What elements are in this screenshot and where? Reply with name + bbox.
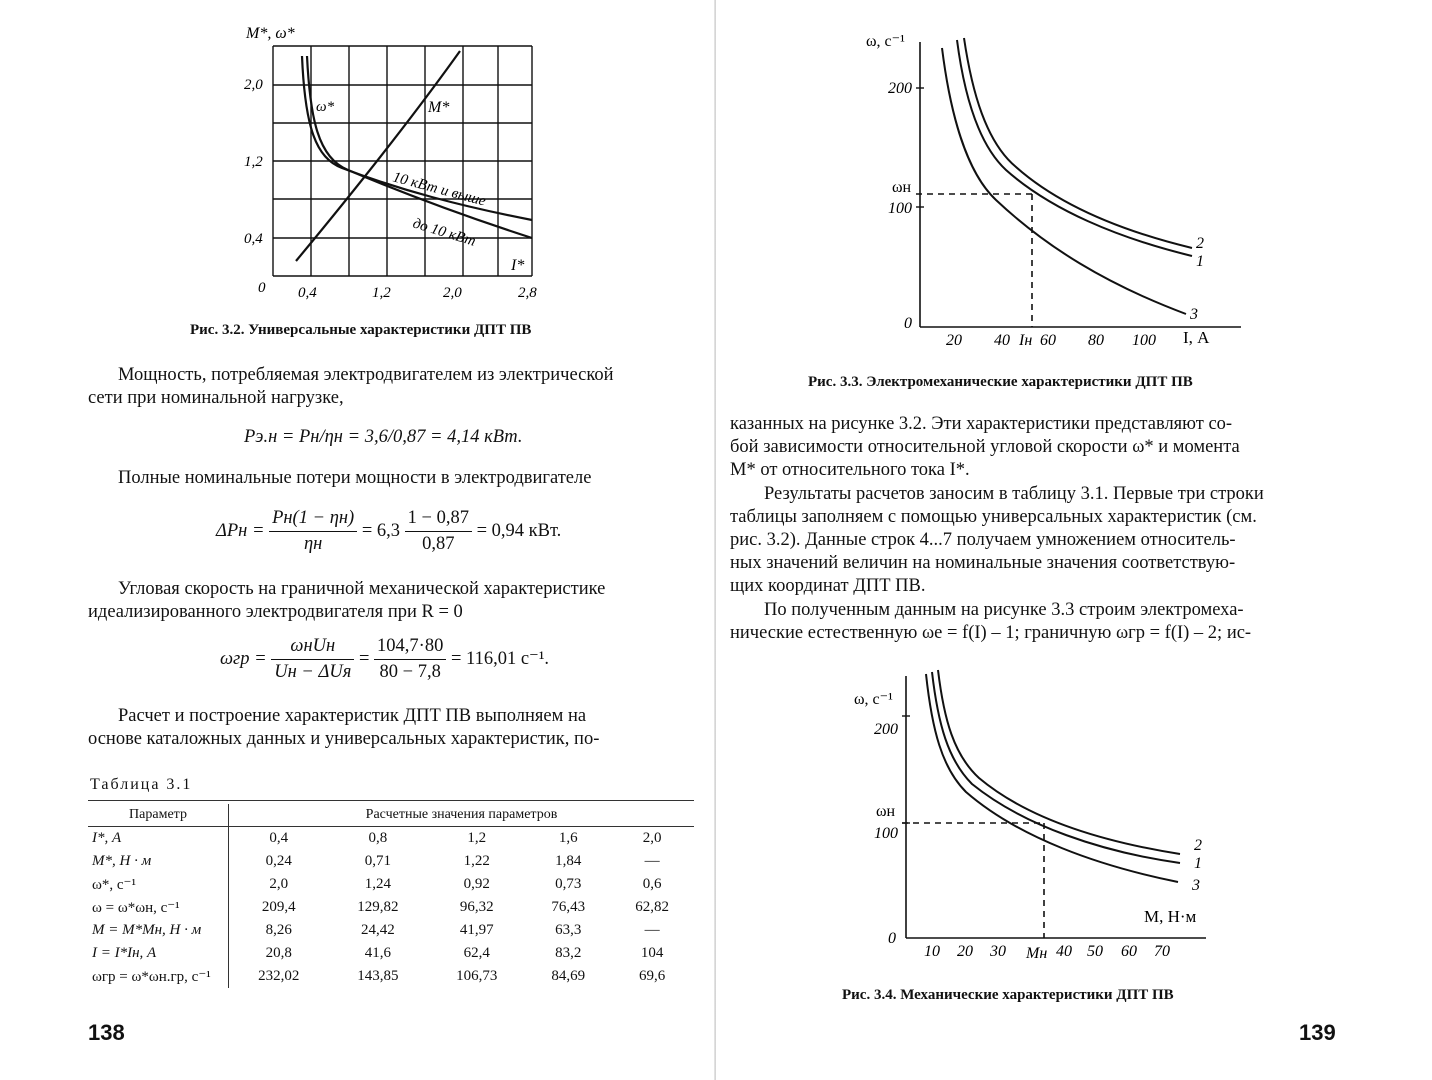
- para3-line1: Угловая скорость на граничной механической характеристике: [118, 579, 606, 599]
- fig34-xtick-50: 50: [1087, 943, 1103, 960]
- para1-line1: Мощность, потребляемая электродвигателем из электрической: [118, 365, 614, 385]
- table-row: [88, 965, 694, 988]
- fig33-xtick-40: 40: [994, 332, 1010, 349]
- fig32-omega-label: ω*: [316, 99, 335, 115]
- table-cell: 0,6: [642, 876, 662, 892]
- fig32-xtick-0-4: 0,4: [298, 285, 317, 301]
- fig32-ylabel: M*, ω*: [246, 25, 295, 42]
- fig33-curve-label-3: 3: [1190, 306, 1198, 323]
- eq3-mid: =: [358, 648, 370, 669]
- para4-line1: Расчет и построение характеристик ДПТ ПВ выполняем на: [118, 706, 587, 726]
- text-line-8: щих координат ДПТ ПВ.: [730, 576, 926, 596]
- table-header-values: Расчетные значения параметров: [229, 804, 695, 827]
- table-cell: 8,26: [265, 922, 292, 938]
- fig32-xlabel: I*: [511, 257, 525, 274]
- para2: Полные номинальные потери мощности в электродвигателе: [118, 468, 592, 488]
- table-cell: 24,42: [361, 922, 395, 938]
- fig34-curve-label-3: 3: [1192, 877, 1200, 894]
- para4-line2: основе каталожных данных и универсальных характеристик, по-: [88, 729, 600, 749]
- eq2-frac1: [269, 508, 357, 555]
- eq3-den1: Uн − ΔUя: [274, 662, 352, 682]
- eq2-lhs: ΔPн =: [216, 520, 265, 541]
- fig33-curve-label-1: 1: [1196, 253, 1204, 270]
- fig32-ytick-2-0: 2,0: [244, 77, 263, 93]
- figure-3-3: [846, 22, 1246, 357]
- table-cell: 84,69: [551, 968, 586, 984]
- table-cell: 83,2: [555, 945, 582, 961]
- equation-2: [216, 508, 561, 555]
- right-page: [716, 0, 1432, 1080]
- table-cell: 0,71: [364, 853, 391, 869]
- fig34-xtick-30: 30: [990, 943, 1006, 960]
- para1-line2: сети при номинальной нагрузке,: [88, 388, 344, 408]
- table-3-1: [88, 804, 694, 988]
- para3-line2: идеализированного электродвигателя при R = 0: [88, 602, 463, 622]
- table-cell: 106,73: [456, 968, 498, 984]
- text-line-7: ных значений величин на номинальные значения соответствую-: [730, 553, 1236, 573]
- text-line-6: рис. 3.2). Данные строк 4...7 получаем умножением относитель-: [730, 530, 1236, 550]
- fig32-xtick-2-0: 2,0: [443, 285, 462, 301]
- fig34-ytick-0: 0: [888, 930, 896, 947]
- fig34-xtick-20: 20: [957, 943, 973, 960]
- table-cell: —: [644, 853, 660, 869]
- fig34-curve-3: [926, 674, 1178, 882]
- table-header-param: Параметр: [88, 804, 229, 827]
- table-cell: 0,24: [265, 853, 292, 869]
- table-top-rule: [88, 800, 694, 801]
- fig33-ytick-200: 200: [888, 80, 912, 97]
- fig32-annotation-above: 10 кВт и выше: [390, 169, 488, 210]
- fig33-omega-n: ωн: [892, 179, 912, 196]
- table-cell: 232,02: [258, 968, 300, 984]
- eq2-den1: ηн: [303, 534, 323, 554]
- table-cell: 1,2: [467, 830, 487, 846]
- eq3-rhs: = 116,01 с⁻¹.: [450, 648, 549, 669]
- fig33-curve-label-2: 2: [1196, 235, 1204, 252]
- fig33-xtick-100: 100: [1132, 332, 1156, 349]
- table-cell: 63,3: [555, 922, 582, 938]
- fig33-ytick-100: 100: [888, 200, 912, 217]
- text-line-10: нические естественную ωе = f(I) – 1; граничную ωгр = f(I) – 2; ис-: [730, 623, 1252, 643]
- table-cell: 62,4: [463, 945, 490, 961]
- fig33-xtick-80: 80: [1088, 332, 1104, 349]
- table-cell: 62,82: [635, 899, 669, 915]
- table-cell: 104: [640, 945, 664, 961]
- table-cell: 1,84: [555, 853, 582, 869]
- table-cell: 2,0: [269, 876, 289, 892]
- fig32-moment-label: M*: [428, 99, 450, 116]
- table-cell: —: [644, 922, 660, 938]
- eq3-frac1: [271, 636, 354, 683]
- table-cell: 20,8: [265, 945, 292, 961]
- table-cell-param: ωгр = ω*ωн.гр, с⁻¹: [88, 965, 229, 988]
- eq2-num2: 1 − 0,87: [405, 508, 472, 532]
- fig34-curve-label-2: 2: [1194, 837, 1202, 854]
- fig34-m-n: Mн: [1026, 945, 1048, 962]
- fig34-curve-2: [938, 670, 1180, 854]
- text-line-2: бой зависимости относительной угловой скорости ω* и момента: [730, 437, 1240, 457]
- text-line-4: Результаты расчетов заносим в таблицу 3.1. Первые три строки: [764, 484, 1264, 504]
- fig34-xtick-70: 70: [1154, 943, 1170, 960]
- fig33-curve-1: [957, 40, 1192, 256]
- fig34-curve-label-1: 1: [1194, 855, 1202, 872]
- table-title: Таблица 3.1: [90, 776, 193, 793]
- table-cell: 41,6: [364, 945, 391, 961]
- table-row: [88, 942, 694, 965]
- table-cell: 209,4: [261, 899, 296, 915]
- eq3-den2: 80 − 7,8: [379, 662, 441, 682]
- fig33-xtick-20: 20: [946, 332, 962, 349]
- table-row: [88, 850, 694, 873]
- table-cell-param: I*, А: [88, 827, 229, 851]
- table-cell: 69,6: [638, 968, 666, 984]
- eq3-num2: 104,7·80: [374, 636, 446, 660]
- figure-3-4-caption: Рис. 3.4. Механические характеристики ДПТ ПВ: [842, 987, 1174, 1003]
- fig33-curve-3: [942, 48, 1186, 314]
- table-cell: 129,82: [357, 899, 399, 915]
- table-cell-param: I = I*Iн, А: [88, 942, 229, 965]
- text-line-3: M* от относительного тока I*.: [730, 460, 970, 480]
- table-cell: 1,22: [463, 853, 490, 869]
- fig34-xlabel: M, Н·м: [1144, 907, 1197, 926]
- table-row: [88, 873, 694, 896]
- figure-3-2-caption: Рис. 3.2. Универсальные характеристики ДПТ ПВ: [190, 322, 532, 338]
- table-cell: 41,97: [459, 922, 494, 938]
- fig34-ylabel: ω, с⁻¹: [854, 691, 893, 708]
- fig33-ylabel: ω, с⁻¹: [866, 33, 905, 50]
- eq2-den2: 0,87: [422, 534, 455, 554]
- table-cell: 0,4: [269, 830, 289, 846]
- table-row: [88, 919, 694, 942]
- fig32-xtick-2-8: 2,8: [518, 285, 537, 301]
- table-cell-param: ω*, с⁻¹: [88, 873, 229, 896]
- equation-1: Pэ.н = Pн/ηн = 3,6/0,87 = 4,14 кВт.: [244, 427, 523, 447]
- figure-3-2: [230, 18, 560, 323]
- fig34-ytick-100: 100: [874, 825, 898, 842]
- table-cell: 0,92: [463, 876, 490, 892]
- fig33-i-n: Iн: [1019, 332, 1033, 349]
- table-cell: 76,43: [551, 899, 586, 915]
- table-cell: 1,24: [364, 876, 391, 892]
- text-line-1: казанных на рисунке 3.2. Эти характеристики представляют со-: [730, 414, 1233, 434]
- figure-3-4: [844, 660, 1224, 972]
- eq3-lhs: ωгр =: [220, 648, 267, 669]
- table-row: [88, 896, 694, 919]
- fig34-xtick-60: 60: [1121, 943, 1137, 960]
- fig32-ytick-0-4: 0,4: [244, 231, 263, 247]
- eq3-frac2: [374, 636, 446, 683]
- eq2-mid: = 6,3: [361, 520, 401, 541]
- fig32-origin: 0: [258, 280, 266, 296]
- fig32-ytick-1-2: 1,2: [244, 154, 263, 170]
- eq3-num1: ωнUн: [271, 636, 354, 660]
- table-cell: 2,0: [642, 830, 662, 846]
- table-cell: 1,6: [558, 830, 578, 846]
- table-cell-param: M*, Н · м: [88, 850, 229, 873]
- eq2-num1: Pн(1 − ηн): [269, 508, 357, 532]
- text-line-5: таблицы заполняем с помощью универсальных характеристик (см.: [730, 507, 1257, 527]
- page-number-right: 139: [1299, 1020, 1336, 1045]
- text-line-9: По полученным данным на рисунке 3.3 строим электромеха-: [764, 600, 1244, 620]
- table-cell: 143,85: [357, 968, 399, 984]
- fig33-xtick-60: 60: [1040, 332, 1056, 349]
- eq2-frac2: [405, 508, 472, 555]
- fig34-omega-n: ωн: [876, 803, 896, 820]
- fig34-ytick-200: 200: [874, 721, 898, 738]
- table-cell: 96,32: [459, 899, 494, 915]
- table-cell-param: M = M*Mн, Н · м: [88, 919, 229, 942]
- fig33-xlabel: I, А: [1183, 328, 1210, 347]
- eq2-rhs: = 0,94 кВт.: [476, 520, 562, 541]
- table-row: [88, 827, 694, 851]
- fig34-xtick-10: 10: [924, 943, 940, 960]
- table-cell: 0,73: [555, 876, 582, 892]
- fig32-xtick-1-2: 1,2: [372, 285, 391, 301]
- figure-3-3-caption: Рис. 3.3. Электромеханические характеристики ДПТ ПВ: [808, 374, 1193, 390]
- table-cell: 0,8: [368, 830, 388, 846]
- fig34-xtick-40: 40: [1056, 943, 1072, 960]
- fig32-annotation-below: до 10 кВт: [410, 215, 478, 250]
- fig33-ytick-0: 0: [904, 315, 912, 332]
- table-cell-param: ω = ω*ωн, с⁻¹: [88, 896, 229, 919]
- equation-3: [220, 636, 549, 683]
- page-number-left: 138: [88, 1020, 125, 1045]
